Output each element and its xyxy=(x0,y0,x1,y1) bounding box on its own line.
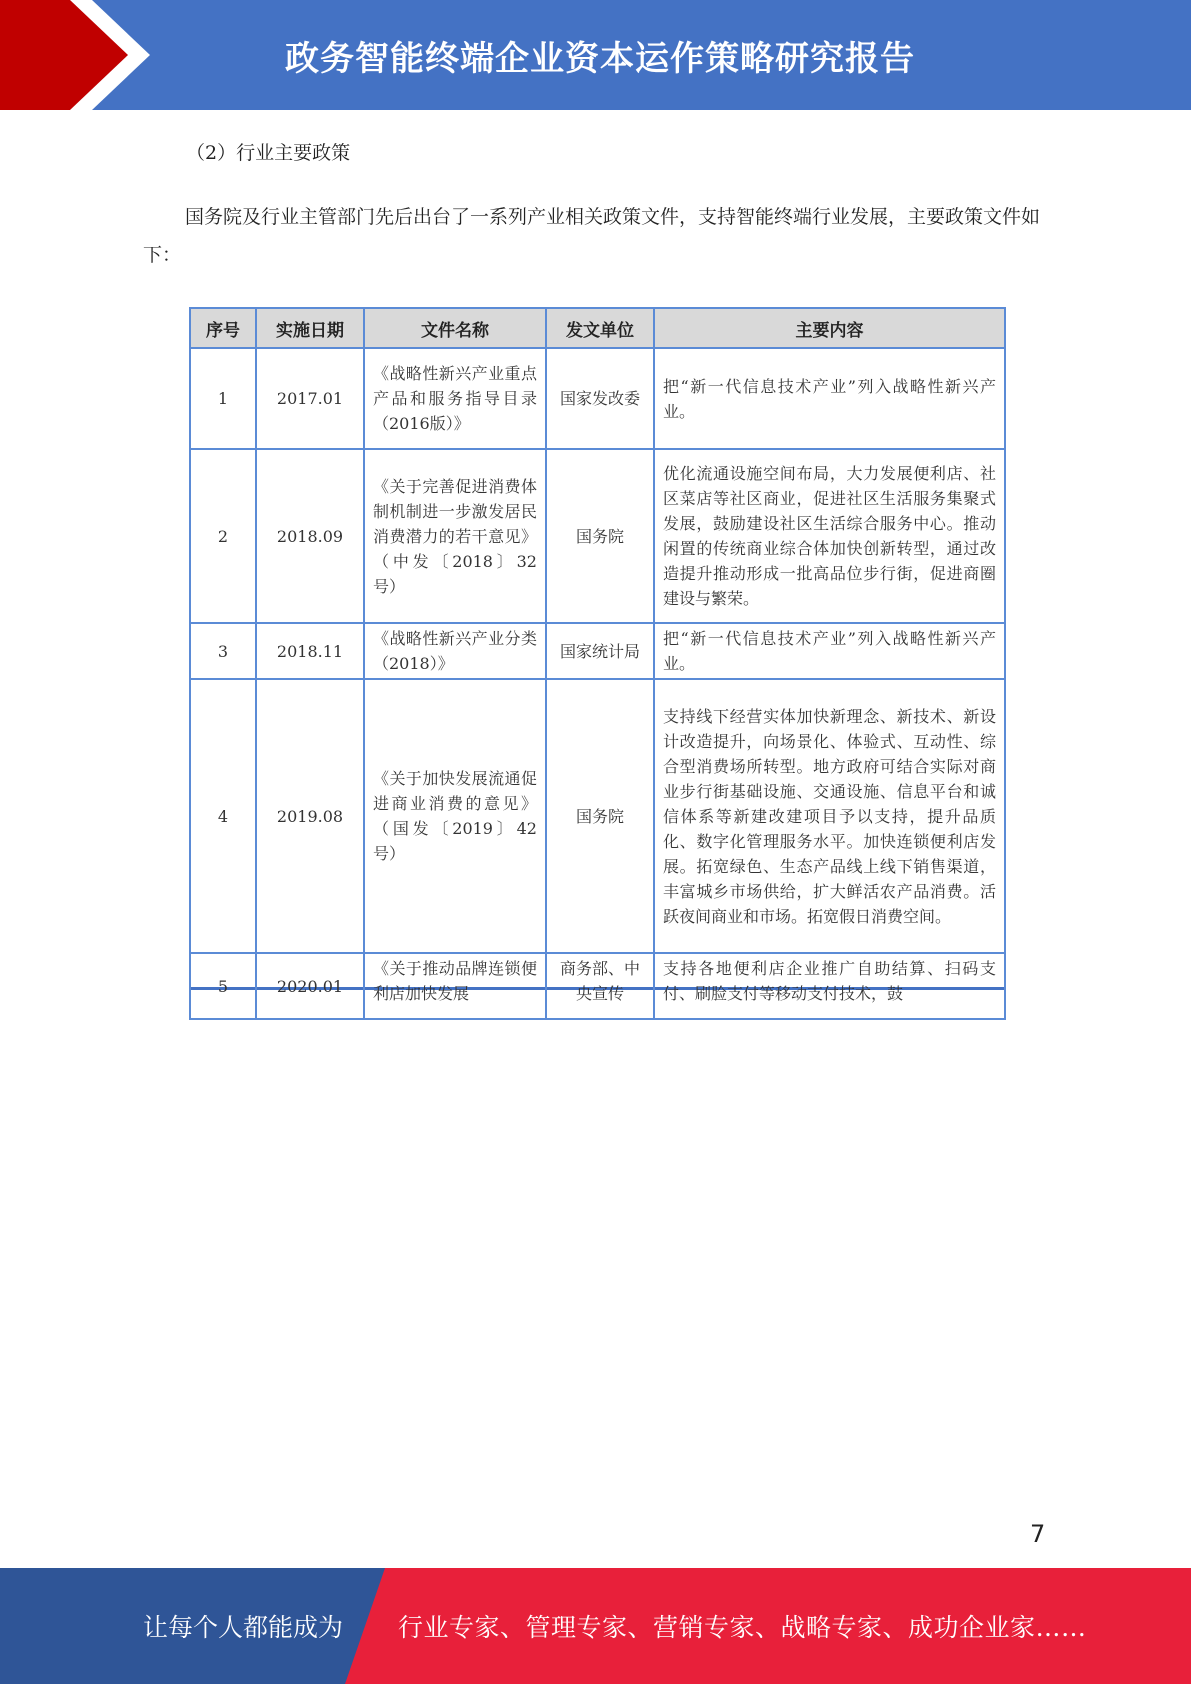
section-heading: （2）行业主要政策 xyxy=(186,142,351,164)
cell-issuer: 国务院 xyxy=(546,679,654,953)
table-row xyxy=(190,449,1005,623)
header-issuer: 发文单位 xyxy=(546,308,654,348)
cell-doc-name: 《战略性新兴产业重点产品和服务指导目录（2016版）》 xyxy=(364,348,546,449)
cell-content: 把“新一代信息技术产业”列入战略性新兴产业。 xyxy=(654,623,1005,679)
cell-content: 支持线下经营实体加快新理念、新技术、新设计改造提升，向场景化、体验式、互动性、综合型消费场所转型。地方政府可结合实际对商业步行街基础设施、交通设施、信息平台和诚信体系等新建改建项目予以支持，提升品质化、数字化管理服务水平。加快连锁便利店发展。拓宽绿色、生态产品线上线下销售渠道，丰富城乡市场供给，扩大鲜活农产品消费。活跃夜间商业和市场。拓宽假日消费空间。 xyxy=(654,679,1005,953)
header-content: 主要内容 xyxy=(654,308,1005,348)
cell-issuer: 国家发改委 xyxy=(546,348,654,449)
header-no: 序号 xyxy=(190,308,256,348)
cell-date: 2019.08 xyxy=(256,679,364,953)
cell-issuer: 国务院 xyxy=(546,449,654,623)
cell-date: 2020.01 xyxy=(256,953,364,1019)
header-doc-name: 文件名称 xyxy=(364,308,546,348)
cell-doc-name: 《战略性新兴产业分类（2018）》 xyxy=(364,623,546,679)
cell-doc-name: 《关于完善促进消费体制机制进一步激发居民消费潜力的若干意见》（中发〔2018〕32号） xyxy=(364,449,546,623)
cell-content: 支持各地便利店企业推广自助结算、扫码支付、刷脸支付等移动支付技术，鼓 xyxy=(654,953,1005,1019)
header-date: 实施日期 xyxy=(256,308,364,348)
table-header-row xyxy=(190,308,1005,348)
footer-banner xyxy=(0,1568,1191,1684)
footer-slogan-right: 行业专家、管理专家、营销专家、战略专家、成功企业家…… xyxy=(398,1613,1087,1642)
cell-no: 4 xyxy=(190,679,256,953)
cell-no: 1 xyxy=(190,348,256,449)
cell-date: 2018.09 xyxy=(256,449,364,623)
cell-content: 把“新一代信息技术产业”列入战略性新兴产业。 xyxy=(654,348,1005,449)
cell-content: 优化流通设施空间布局，大力发展便利店、社区菜店等社区商业，促进社区生活服务集聚式发展，鼓励建设社区生活综合服务中心。推动闲置的传统商业综合体加快创新转型，通过改造提升推动形成一批高品位步行街，促进商圈建设与繁荣。 xyxy=(654,449,1005,623)
cell-no: 5 xyxy=(190,953,256,1019)
table-row xyxy=(190,953,1005,1019)
cell-no: 3 xyxy=(190,623,256,679)
cell-issuer: 商务部、中央宣传 xyxy=(546,953,654,1019)
cell-date: 2018.11 xyxy=(256,623,364,679)
cell-date: 2017.01 xyxy=(256,348,364,449)
cell-issuer: 国家统计局 xyxy=(546,623,654,679)
table-row xyxy=(190,679,1005,953)
table-row xyxy=(190,623,1005,679)
policy-table-container xyxy=(189,307,1004,1003)
cell-doc-name: 《关于推动品牌连锁便利店加快发展 xyxy=(364,953,546,1019)
cell-no: 2 xyxy=(190,449,256,623)
report-title: 政务智能终端企业资本运作策略研究报告 xyxy=(285,38,915,79)
page-number: 7 xyxy=(1030,1520,1046,1548)
cell-doc-name: 《关于加快发展流通促进商业消费的意见》（国发〔2019〕42号） xyxy=(364,679,546,953)
intro-paragraph: 国务院及行业主管部门先后出台了一系列产业相关政策文件，支持智能终端行业发展，主要政策文件如下： xyxy=(143,206,1041,266)
report-header-banner xyxy=(0,0,1191,110)
table-row xyxy=(190,348,1005,449)
footer-slogan-left: 让每个人都能成为 xyxy=(143,1613,344,1642)
policy-table xyxy=(189,307,1006,1020)
